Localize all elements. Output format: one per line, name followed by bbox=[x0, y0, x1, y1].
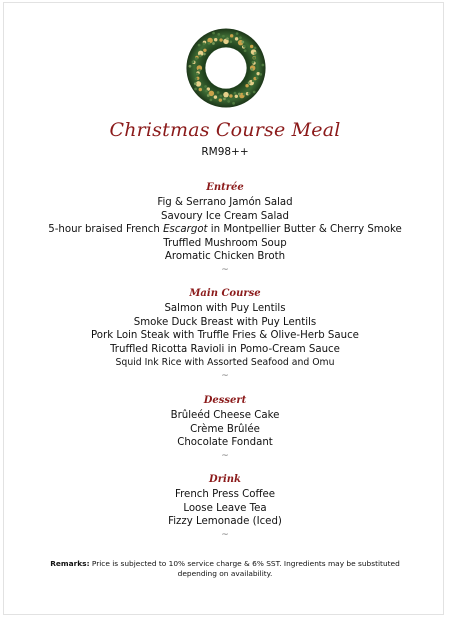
wreath-foliage bbox=[250, 68, 253, 71]
wreath-ornament bbox=[250, 45, 253, 48]
wreath-foliage bbox=[259, 73, 262, 76]
wreath-foliage bbox=[229, 40, 232, 43]
wreath-foliage bbox=[198, 69, 201, 72]
wreath-foliage bbox=[222, 35, 225, 38]
wreath-foliage bbox=[252, 61, 255, 64]
wreath-foliage bbox=[203, 42, 206, 45]
wreath-foliage bbox=[207, 94, 210, 97]
section-separator: ~ bbox=[221, 450, 229, 461]
wreath-foliage bbox=[217, 33, 220, 36]
menu-title: Christmas Course Meal bbox=[109, 119, 341, 141]
section-heading: Drink bbox=[209, 474, 241, 485]
wreath-ornament bbox=[223, 92, 229, 98]
wreath-foliage bbox=[192, 61, 195, 64]
christmas-wreath-icon bbox=[183, 25, 269, 111]
list-item: French Press Coffee bbox=[174, 489, 276, 500]
list-item: Savoury Ice Cream Salad bbox=[161, 210, 289, 222]
wreath-foliage bbox=[195, 57, 198, 60]
wreath-foliage bbox=[236, 32, 239, 35]
wreath-foliage bbox=[248, 82, 251, 85]
section-heading: Entrée bbox=[206, 182, 244, 193]
wreath-ornament bbox=[245, 84, 248, 87]
remarks-label: Remarks: bbox=[50, 559, 90, 568]
item-emphasis: Escargot bbox=[163, 224, 208, 235]
wreath-foliage bbox=[261, 64, 264, 67]
wreath-foliage bbox=[243, 93, 246, 96]
wreath-foliage bbox=[256, 77, 259, 80]
list-item: Salmon with Puy Lentils bbox=[164, 303, 286, 314]
section-separator: ~ bbox=[221, 370, 229, 381]
wreath-foliage bbox=[232, 102, 235, 105]
wreath-ornament bbox=[230, 34, 233, 37]
wreath-foliage bbox=[189, 65, 192, 68]
wreath-ornament bbox=[199, 88, 202, 91]
wreath-foliage bbox=[238, 93, 241, 96]
wreath-foliage bbox=[198, 44, 201, 47]
list-item: Truffled Ricotta Ravioli in Pomo-Cream Sauce bbox=[110, 343, 340, 355]
remarks-note bbox=[40, 559, 410, 579]
list-item: Fizzy Lemonade (Iced) bbox=[168, 516, 282, 527]
section-drink bbox=[0, 473, 450, 541]
wreath-foliage bbox=[234, 92, 237, 95]
wreath-foliage bbox=[223, 98, 226, 101]
wreath-foliage bbox=[241, 41, 244, 44]
wreath-foliage bbox=[248, 92, 251, 95]
section-entree bbox=[0, 181, 450, 276]
wreath-foliage bbox=[243, 45, 246, 48]
wreath-foliage bbox=[195, 77, 198, 80]
wreath-ornament bbox=[203, 49, 206, 52]
wreath-foliage bbox=[252, 80, 255, 83]
wreath-ornament bbox=[256, 72, 259, 75]
wreath-foliage bbox=[220, 95, 223, 98]
wreath-foliage bbox=[205, 90, 208, 93]
wreath-ornament bbox=[214, 38, 217, 41]
wreath-ornament bbox=[235, 95, 238, 98]
wreath-foliage bbox=[208, 42, 211, 45]
section-dessert bbox=[0, 394, 450, 462]
list-item: Fig & Serrano Jamón Salad bbox=[157, 197, 293, 208]
item-text: in Montpellier Butter & Cherry Smoke bbox=[207, 224, 402, 235]
wreath-foliage bbox=[212, 42, 215, 45]
wreath-foliage bbox=[203, 53, 206, 56]
menu-price: RM98++ bbox=[201, 146, 249, 158]
wreath-foliage bbox=[253, 91, 256, 94]
wreath-foliage bbox=[217, 91, 220, 94]
list-item: Squid Ink Rice with Assorted Seafood and Omu bbox=[115, 357, 335, 368]
wreath-foliage bbox=[226, 37, 229, 40]
wreath-foliage bbox=[196, 73, 199, 76]
wreath-ornament bbox=[219, 38, 222, 41]
wreath-ornament bbox=[219, 98, 222, 101]
wreath-foliage bbox=[227, 100, 230, 103]
wreath-foliage bbox=[254, 47, 257, 50]
wreath-ornament bbox=[229, 94, 232, 97]
wreath-foliage bbox=[204, 85, 207, 88]
list-item: Smoke Duck Breast with Puy Lentils bbox=[133, 316, 317, 328]
section-main-course bbox=[0, 287, 450, 382]
wreath-ornament bbox=[214, 95, 217, 98]
list-item: Chocolate Fondant bbox=[177, 437, 273, 448]
remarks-text: Price is subjected to 10% service charge & 6% SST. Ingredients may be substituted depending on availability. bbox=[89, 559, 400, 578]
wreath-foliage bbox=[254, 52, 257, 55]
wreath-foliage bbox=[199, 54, 202, 57]
wreath-foliage bbox=[239, 36, 242, 39]
wreath-foliage bbox=[194, 88, 197, 91]
list-item: Aromatic Chicken Broth bbox=[164, 251, 286, 262]
section-separator: ~ bbox=[221, 529, 229, 540]
list-item bbox=[0, 223, 450, 237]
wreath-ornament bbox=[235, 37, 238, 40]
wreath-foliage bbox=[212, 32, 215, 35]
list-item: Truffled Mushroom Soup bbox=[163, 237, 287, 249]
section-separator: ~ bbox=[221, 264, 229, 275]
wreath-foliage bbox=[194, 82, 197, 85]
wreath-foliage bbox=[253, 57, 256, 60]
wreath-foliage bbox=[244, 49, 247, 52]
list-item: Loose Leave Tea bbox=[183, 502, 267, 514]
wreath-foliage bbox=[210, 98, 213, 101]
item-text: 5-hour braised French bbox=[48, 224, 164, 235]
list-item: Crème Brûlée bbox=[190, 423, 260, 435]
section-heading: Main Course bbox=[189, 288, 261, 299]
list-item: Brûleéd Cheese Cake bbox=[170, 410, 280, 421]
section-heading: Dessert bbox=[203, 395, 247, 406]
list-item: Pork Loin Steak with Truffle Fries & Olive-Herb Sauce bbox=[91, 330, 359, 341]
